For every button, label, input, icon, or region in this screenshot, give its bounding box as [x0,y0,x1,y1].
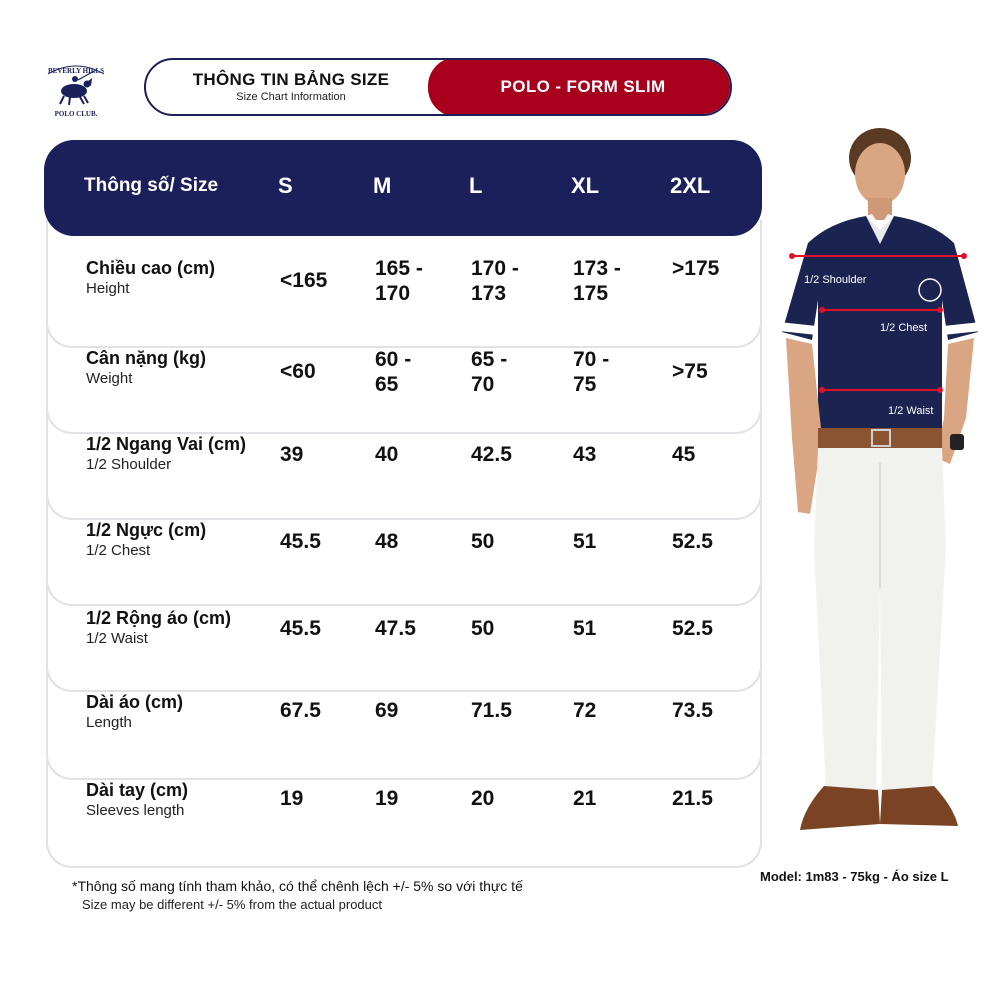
cell-xl: 43 [573,443,597,466]
cell-xl: 173 - 175 [573,257,621,305]
cell-2xl: 45 [672,443,696,466]
cell-m: 47.5 [375,617,416,640]
cell-m: 69 [375,699,399,722]
model-figure [770,118,990,858]
size-chart-header [144,58,732,116]
cell-l: 71.5 [471,699,512,722]
cell-xl: 72 [573,699,597,722]
waist-measure-label: 1/2 Waist [888,405,934,417]
header-title: THÔNG TIN BẢNG SIZE [192,70,390,89]
cell-2xl: 52.5 [672,617,713,640]
cell-m: 19 [375,787,399,810]
row-sublabel: 1/2 Chest [86,542,151,559]
table-row-height [46,220,762,348]
cell-m: 48 [375,530,399,553]
disclaimer-en: Size may be different +/- 5% from the actual product [82,897,382,912]
row-sublabel: Height [86,280,130,297]
size-header-m: M [373,173,392,198]
size-header-s: S [278,173,293,198]
cell-s: 45.5 [280,617,321,640]
cell-2xl: 52.5 [672,530,713,553]
cell-s: 45.5 [280,530,321,553]
svg-text:BEVERLY HILLS: BEVERLY HILLS [47,67,105,75]
disclaimer-vi: *Thông số mang tính tham khảo, có thể chênh lệch +/- 5% so với thực tế [72,878,523,894]
cell-xl: 51 [573,530,597,553]
cell-l: 50 [471,617,495,640]
cell-l: 65 - 70 [471,348,508,396]
cell-s: 39 [280,443,304,466]
row-sublabel: 1/2 Shoulder [86,456,172,473]
size-header-l: L [469,173,483,198]
cell-m: 165 - 170 [375,257,423,305]
cell-m: 60 - 65 [375,348,412,396]
size-header-2xl: 2XL [670,173,711,198]
svg-text:POLO CLUB.: POLO CLUB. [54,110,98,118]
row-label: 1/2 Ngực (cm) [86,520,207,540]
param-size-header: Thông số/ Size [84,175,219,196]
row-sublabel: Sleeves length [86,802,185,819]
row-label: 1/2 Ngang Vai (cm) [86,434,247,454]
row-label: Dài tay (cm) [86,780,189,800]
cell-l: 42.5 [471,443,512,466]
model-caption: Model: 1m83 - 75kg - Áo size L [760,869,949,884]
size-header-xl: XL [571,173,600,198]
cell-s: <165 [280,269,328,292]
cell-l: 170 - 173 [471,257,519,305]
cell-s: 67.5 [280,699,321,722]
row-sublabel: Weight [86,370,133,387]
chest-measure-label: 1/2 Chest [880,322,928,334]
table-header-row [44,140,762,236]
row-sublabel: 1/2 Waist [86,630,148,647]
cell-xl: 70 - 75 [573,348,610,396]
cell-xl: 51 [573,617,597,640]
polo-club-logo-icon [40,58,112,120]
row-label: 1/2 Rộng áo (cm) [86,608,232,628]
model-illustration [770,118,990,858]
row-label: Dài áo (cm) [86,692,184,712]
cell-2xl: >75 [672,360,708,383]
cell-s: 19 [280,787,304,810]
cell-l: 50 [471,530,495,553]
cell-m: 40 [375,443,399,466]
brand-logo [40,58,112,120]
shoulder-measure-label: 1/2 Shoulder [804,274,867,286]
row-label: Chiều cao (cm) [86,258,216,278]
product-form-badge: POLO - FORM SLIM [428,58,732,116]
cell-2xl: 73.5 [672,699,713,722]
cell-2xl: >175 [672,257,720,280]
cell-l: 20 [471,787,495,810]
cell-s: <60 [280,360,316,383]
cell-2xl: 21.5 [672,787,713,810]
header-subtitle: Size Chart Information [236,91,346,103]
cell-xl: 21 [573,787,597,810]
row-label: Cân nặng (kg) [86,348,206,368]
header-title-block [146,60,436,114]
row-sublabel: Length [86,714,132,731]
